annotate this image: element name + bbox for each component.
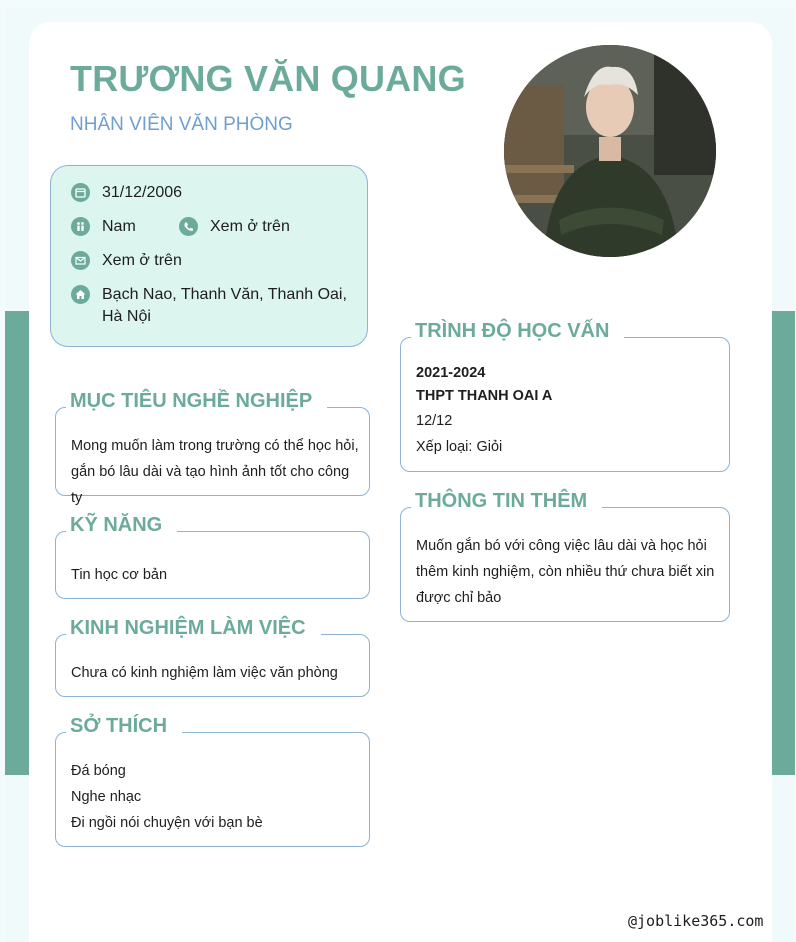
- education-grade: 12/12: [416, 413, 453, 429]
- phone-text: Xem ở trên: [210, 218, 290, 235]
- section-education: [400, 320, 730, 472]
- skills-title: KỸ NĂNG: [66, 512, 177, 538]
- address-text: Bạch Nao, Thanh Văn, Thanh Oai, Hà Nội: [102, 286, 347, 325]
- birthday-text: 31/12/2006: [102, 184, 183, 201]
- skill-item: Tin học cơ bản: [71, 567, 168, 583]
- hobby-item: Đá bóng: [71, 763, 126, 779]
- left-accent-band: [5, 311, 31, 775]
- avatar-illustration: [504, 45, 716, 257]
- gender-text: Nam: [102, 218, 136, 235]
- section-more-info: [400, 490, 730, 622]
- section-hobbies: [55, 715, 370, 847]
- phone-icon: [179, 217, 198, 236]
- hobby-item: Nghe nhạc: [71, 789, 142, 805]
- hobbies-list: [71, 758, 359, 836]
- hobby-item: Đi ngồi nói chuyện với bạn bè: [71, 815, 263, 831]
- experience-title: KINH NGHIỆM LÀM VIỆC: [66, 615, 321, 641]
- section-skills: [55, 514, 370, 599]
- mail-icon: [71, 251, 90, 270]
- education-school: THPT THANH OAI A: [416, 388, 553, 404]
- section-experience: [55, 617, 370, 697]
- section-objective: [55, 390, 370, 506]
- education-details: [416, 362, 719, 459]
- more-info-title: THÔNG TIN THÊM: [411, 488, 602, 514]
- email-text: Xem ở trên: [102, 252, 182, 269]
- candidate-name: TRƯƠNG VĂN QUANG: [70, 58, 466, 99]
- right-accent-band: [772, 311, 795, 775]
- education-title: TRÌNH ĐỘ HỌC VẤN: [411, 318, 624, 344]
- education-rank: Xếp loại: Giỏi: [416, 439, 503, 455]
- watermark-text: @joblike365.com: [628, 912, 764, 930]
- experience-text: Chưa có kinh nghiệm làm việc văn phòng: [71, 665, 338, 681]
- contact-email-row: [71, 250, 182, 272]
- objective-title: MỤC TIÊU NGHỀ NGHIỆP: [66, 388, 327, 414]
- more-info-text: Muốn gắn bó với công việc lâu dài và học hỏi thêm kinh nghiệm, còn nhiều thứ chưa biết xin được chỉ bảo: [416, 538, 715, 606]
- education-period: 2021-2024: [416, 365, 486, 381]
- avatar-photo: [504, 45, 716, 257]
- objective-text: Mong muốn làm trong trường có thể học hỏi, gắn bó lâu dài và tạo hình ảnh tốt cho công ty: [71, 438, 359, 506]
- contact-address-row: [71, 284, 351, 328]
- contact-gender-row: [71, 216, 136, 238]
- contact-phone-row: [179, 216, 290, 238]
- skills-list: [71, 562, 359, 588]
- home-icon: [71, 285, 90, 304]
- hobbies-title: SỞ THÍCH: [66, 713, 182, 739]
- contact-box: [50, 165, 368, 347]
- calendar-icon: [71, 183, 90, 202]
- gender-icon: [71, 217, 90, 236]
- job-title: NHÂN VIÊN VĂN PHÒNG: [70, 114, 293, 135]
- contact-birthday-row: [71, 182, 182, 204]
